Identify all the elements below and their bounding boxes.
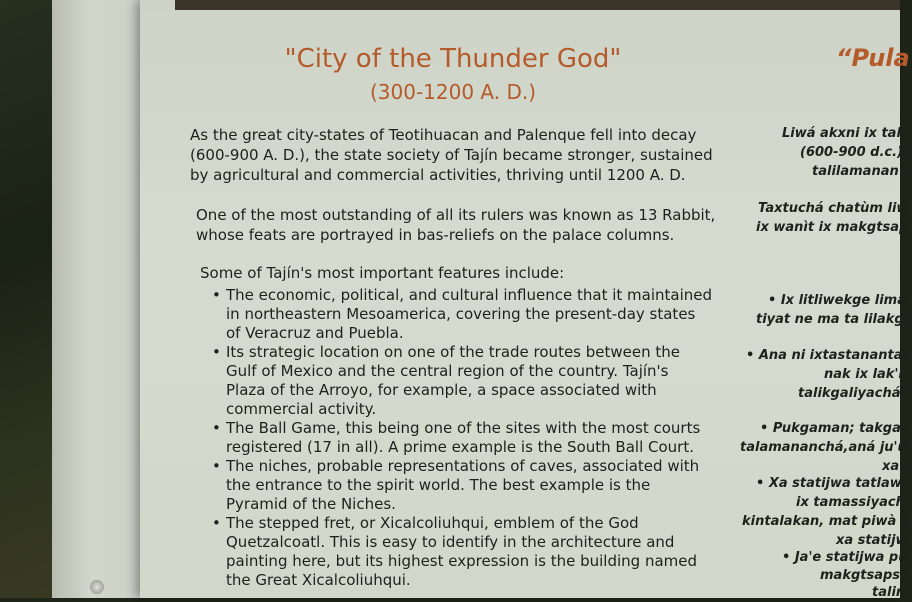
- right-text-line: Liwá akxni ix tal: [782, 126, 901, 141]
- right-text-line: • Pukgaman; takgas: [760, 421, 909, 436]
- right-text-line: tiyat ne ma ta lilakga: [756, 312, 912, 327]
- right-text-line: ix tamassiyach: [796, 495, 905, 510]
- feature-item: • The economic, political, and cultural influence that it maintained in northeastern Mesoamerica, covering the present-day states of Veracruz and Puebla.: [212, 286, 712, 343]
- paragraph-1: As the great city-states of Teotihuacan and Palenque fell into decay (600-900 A. D.), the state society of Tajín became stronger, sustained by agricultural and commercial activities, thriving until 1200 A. D.: [190, 126, 713, 184]
- right-text-line: xa: [882, 459, 900, 474]
- right-text-line: makgtsapsk: [820, 568, 909, 583]
- right-column-title: “Pula: [836, 44, 910, 72]
- right-text-line: ix wanìt ix makgtsap: [756, 220, 909, 235]
- right-text-line: Taxtuchá chatùm liw: [758, 201, 909, 216]
- feature-item: • Its strategic location on one of the trade routes between the Gulf of Mexico and the central region of the country. Tajín's Plaza of the Arroyo, for example, a space associated with commercial activity.: [212, 343, 712, 419]
- sign-subtitle: (300-1200 A. D.): [369, 80, 537, 104]
- right-text-line: talir: [872, 585, 903, 600]
- right-text-line: (600-900 d.c.): [800, 145, 903, 160]
- right-text-line: • Ja'e statijwa pu: [782, 550, 908, 565]
- right-text-line: nak ix lak'i: [824, 367, 903, 382]
- paragraph-2: One of the most outstanding of all its rulers was known as 13 Rabbit, whose feats are portrayed in bas-reliefs on the palace columns.: [196, 206, 716, 244]
- right-text-line: talikgaliyachá: [798, 386, 901, 401]
- frame-screw: [90, 580, 104, 594]
- features-intro: Some of Tajín's most important features include:: [200, 264, 565, 282]
- right-text-line: talilamanan: [812, 164, 899, 179]
- sign-top-edge: [175, 0, 900, 10]
- sign-title: "City of the Thunder God": [284, 44, 622, 74]
- feature-item: • The niches, probable representations of caves, associated with the entrance to the spirit world. The best example is the Pyramid of the Niches.: [212, 457, 712, 514]
- right-text-line: • Xa statijwa tatlaw: [756, 476, 902, 491]
- right-text-line: talamananchá,aná ju'ú: [740, 440, 907, 455]
- right-text-line: xa statijw: [836, 533, 908, 548]
- right-text-line: • Ana ni ixtastanantap: [746, 348, 912, 363]
- right-text-line: • Ix litliwekge lima: [768, 293, 906, 308]
- features-list: [212, 286, 712, 590]
- feature-item: • The Ball Game, this being one of the sites with the most courts registered (17 in all). A prime example is the South Ball Court.: [212, 419, 712, 457]
- right-text-line: kintalakan, mat piwà a: [742, 514, 910, 529]
- feature-item: • The stepped fret, or Xicalcoliuhqui, emblem of the God Quetzalcoatl. This is easy to identify in the architecture and painting here, but its highest expression is the building named the Great Xicalcoliuhqui.: [212, 514, 712, 590]
